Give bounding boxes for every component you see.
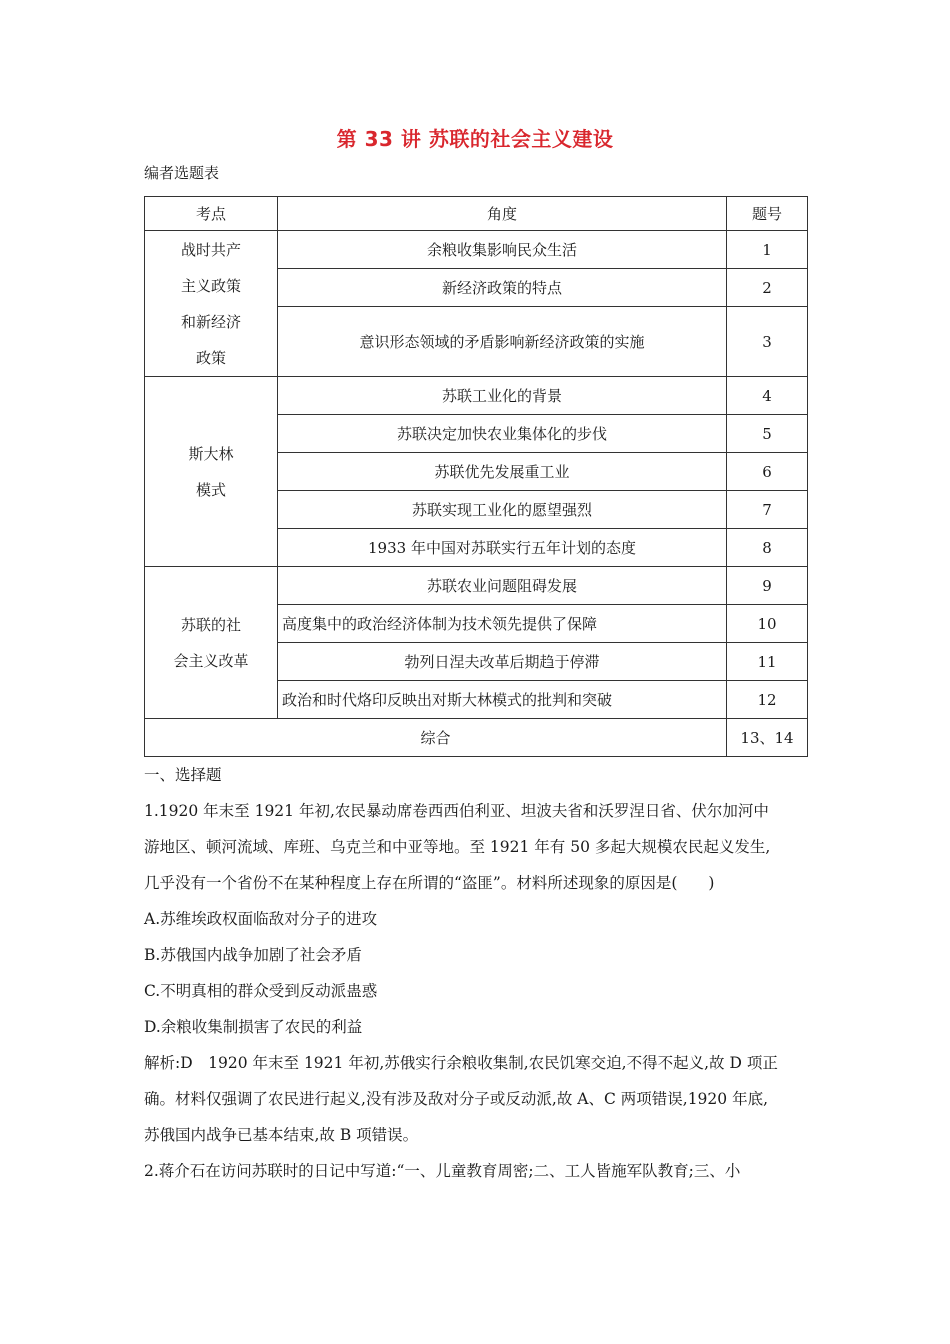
number-cell: 2 — [727, 269, 808, 307]
topic-cell — [145, 567, 278, 719]
lesson-title: 第 33 讲 苏联的社会主义建设 — [336, 127, 614, 151]
angle-cell: 苏联实现工业化的愿望强烈 — [278, 491, 727, 529]
topic-selection-table — [144, 196, 808, 757]
number-cell: 6 — [727, 453, 808, 491]
number-cell: 4 — [727, 377, 808, 415]
number-cell: 9 — [727, 567, 808, 605]
number-cell: 8 — [727, 529, 808, 567]
question-1-stem-line: 1.1920 年末至 1921 年初,农民暴动席卷西西伯利亚、坦波夫省和沃罗涅日省、伏尔加河中 — [144, 802, 769, 820]
number-cell: 7 — [727, 491, 808, 529]
analysis-line: 确。材料仅强调了农民进行起义,没有涉及敌对分子或反动派,故 A、C 两项错误,1920 年底, — [144, 1090, 768, 1108]
table-summary-row — [145, 719, 808, 757]
question-1-stem-line: 游地区、顿河流域、库班、乌克兰和中亚等地。至 1921 年有 50 多起大规模农民起义发生, — [144, 838, 771, 856]
topic-line: 和新经济 — [180, 312, 241, 331]
angle-cell: 苏联农业问题阻碍发展 — [278, 567, 727, 605]
topic-line: 会主义改革 — [173, 651, 249, 670]
table-row — [145, 231, 808, 269]
angle-cell: 政治和时代烙印反映出对斯大林模式的批判和突破 — [278, 681, 727, 719]
table-row — [145, 567, 808, 605]
topic-line: 战时共产 — [180, 240, 241, 259]
topic-line: 主义政策 — [180, 276, 241, 295]
option-b: B.苏俄国内战争加剧了社会矛盾 — [144, 946, 362, 964]
analysis-line: 解析:D 1920 年末至 1921 年初,苏俄实行余粮收集制,农民饥寒交迫,不得不起义,故 D 项正 — [144, 1054, 778, 1072]
number-cell: 1 — [727, 231, 808, 269]
angle-cell: 勃列日涅夫改革后期趋于停滞 — [278, 643, 727, 681]
number-cell: 3 — [727, 307, 808, 377]
angle-cell: 高度集中的政治经济体制为技术领先提供了保障 — [278, 605, 727, 643]
angle-cell: 苏联工业化的背景 — [278, 377, 727, 415]
number-cell: 11 — [727, 643, 808, 681]
option-a: A.苏维埃政权面临敌对分子的进攻 — [144, 910, 378, 928]
question-1-stem-line: 几乎没有一个省份不在某种程度上存在所谓的“盗匪”。材料所述现象的原因是( ) — [144, 874, 715, 892]
table-caption: 编者选题表 — [144, 164, 220, 182]
topic-cell — [145, 377, 278, 567]
summary-number: 13、14 — [727, 719, 808, 757]
angle-cell: 余粮收集影响民众生活 — [278, 231, 727, 269]
topic-cell — [145, 231, 278, 377]
topic-line: 苏联的社 — [180, 615, 241, 634]
summary-label: 综合 — [145, 719, 727, 757]
angle-cell: 意识形态领域的矛盾影响新经济政策的实施 — [278, 307, 727, 377]
section-heading: 一、选择题 — [144, 766, 222, 784]
table-row — [145, 377, 808, 415]
angle-cell: 苏联决定加快农业集体化的步伐 — [278, 415, 727, 453]
angle-cell: 新经济政策的特点 — [278, 269, 727, 307]
topic-line: 斯大林 — [188, 444, 234, 463]
question-section — [144, 757, 808, 1189]
question-2-stem-line: 2.蒋介石在访问苏联时的日记中写道:“一、儿童教育周密;二、工人皆施军队教育;三、小 — [144, 1162, 741, 1180]
topic-line: 政策 — [195, 348, 226, 367]
angle-cell: 苏联优先发展重工业 — [278, 453, 727, 491]
header-topic: 考点 — [145, 197, 278, 231]
option-d: D.余粮收集制损害了农民的利益 — [144, 1018, 363, 1036]
option-c: C.不明真相的群众受到反动派蛊惑 — [144, 982, 378, 1000]
topic-line: 模式 — [195, 480, 226, 499]
angle-cell: 1933 年中国对苏联实行五年计划的态度 — [278, 529, 727, 567]
number-cell: 12 — [727, 681, 808, 719]
analysis-line: 苏俄国内战争已基本结束,故 B 项错误。 — [144, 1126, 419, 1144]
number-cell: 5 — [727, 415, 808, 453]
table-header-row — [145, 197, 808, 231]
header-number: 题号 — [727, 197, 808, 231]
number-cell: 10 — [727, 605, 808, 643]
header-angle: 角度 — [278, 197, 727, 231]
